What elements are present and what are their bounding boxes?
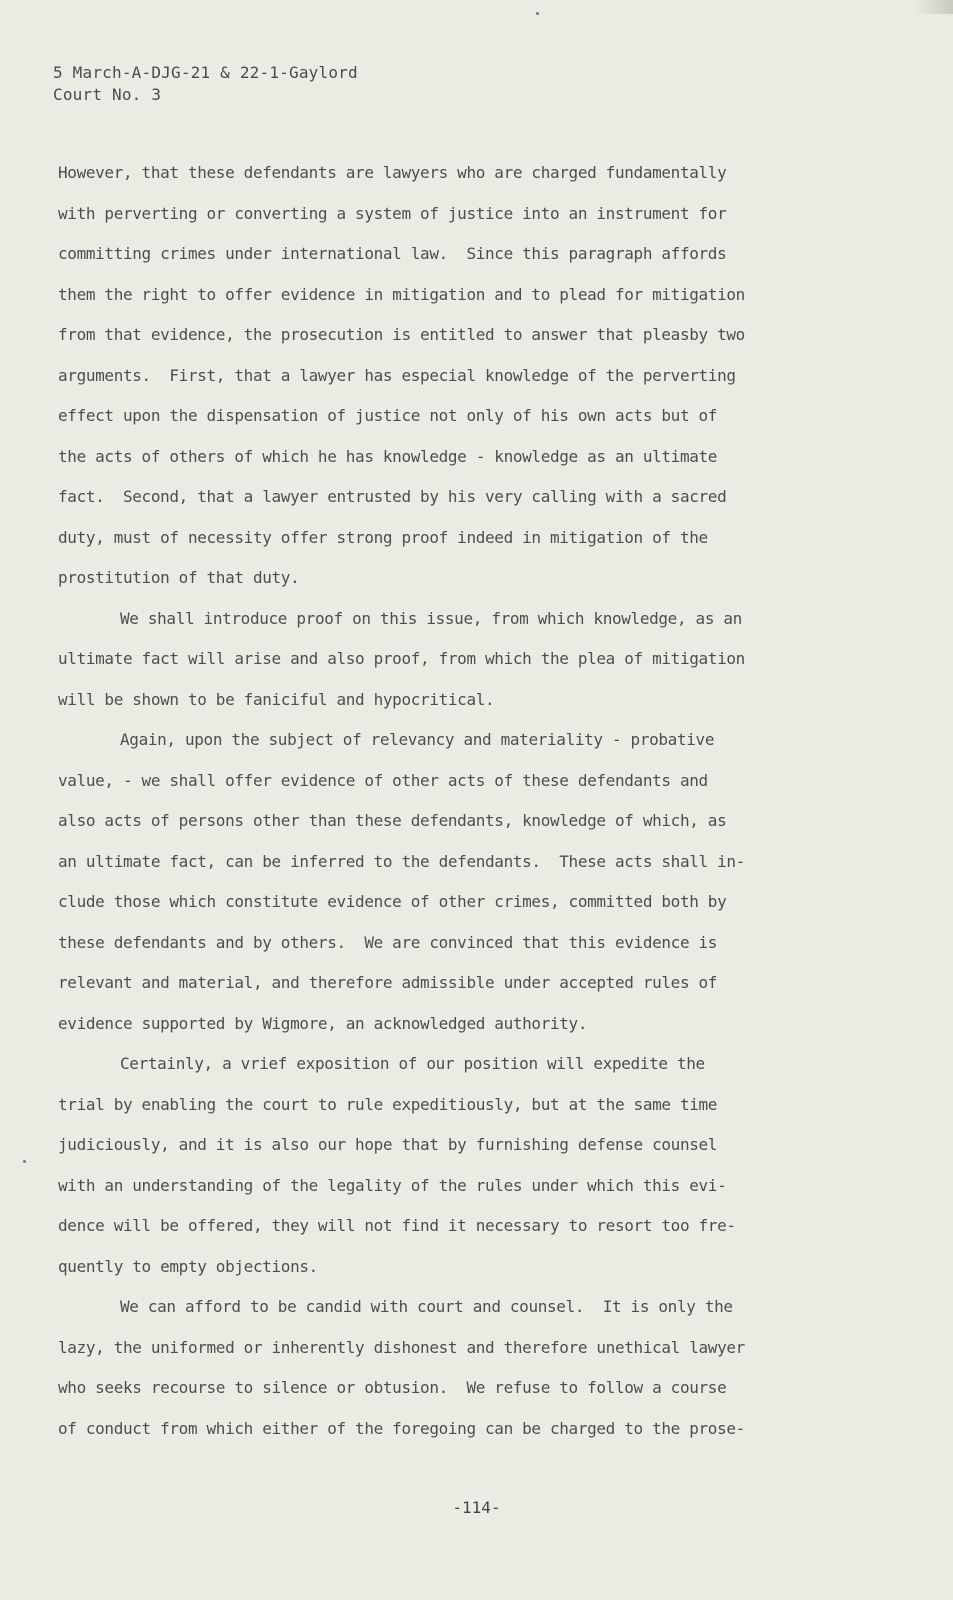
paragraph bbox=[58, 720, 828, 1044]
text-line: value, - we shall offer evidence of other acts of these defendants and bbox=[58, 770, 708, 790]
text-line: evidence supported by Wigmore, an acknowledged authority. bbox=[58, 1013, 588, 1033]
text-line: who seeks recourse to silence or obtusion. We refuse to follow a course bbox=[58, 1378, 727, 1397]
paper-speck bbox=[536, 12, 539, 15]
text-line: Again, upon the subject of relevancy and materiality - probative bbox=[120, 730, 715, 749]
text-line: committing crimes under international law. Since this paragraph affords bbox=[58, 244, 727, 263]
header-line-2: Court No. 3 bbox=[53, 85, 162, 104]
text-line: lazy, the uniformed or inherently dishonest and therefore unethical lawyer bbox=[58, 1337, 745, 1357]
text-line: quently to empty objections. bbox=[58, 1256, 318, 1276]
text-line: arguments. First, that a lawyer has especial knowledge of the perverting bbox=[58, 365, 736, 385]
text-line: with perverting or converting a system of justice into an instrument for bbox=[58, 203, 727, 223]
text-line: dence will be offered, they will not find it necessary to resort too fre- bbox=[58, 1216, 736, 1235]
text-line: will be shown to be faniciful and hypocritical. bbox=[58, 689, 495, 709]
text-line: trial by enabling the court to rule expeditiously, but at the same time bbox=[58, 1094, 718, 1114]
document-header bbox=[53, 62, 358, 106]
text-line: Certainly, a vrief exposition of our position will expedite the bbox=[120, 1054, 705, 1073]
text-line: However, that these defendants are lawyers who are charged fundamentally bbox=[58, 163, 727, 182]
paragraph bbox=[58, 153, 828, 599]
text-line: them the right to offer evidence in mitigation and to plead for mitigation bbox=[58, 284, 745, 304]
text-line: judiciously, and it is also our hope that by furnishing defense counsel bbox=[58, 1135, 718, 1154]
paragraph bbox=[58, 1044, 828, 1287]
text-line: from that evidence, the prosecution is entitled to answer that pleasby two bbox=[58, 325, 745, 344]
text-line: We can afford to be candid with court and counsel. It is only the bbox=[120, 1297, 733, 1316]
paper-speck bbox=[23, 1160, 26, 1163]
text-line: fact. Second, that a lawyer entrusted by his very calling with a sacred bbox=[58, 487, 727, 506]
paper-corner-wear bbox=[913, 0, 953, 14]
paragraph bbox=[58, 1287, 828, 1449]
text-line: the acts of others of which he has knowledge - knowledge as an ultimate bbox=[58, 446, 718, 466]
text-line: prostitution of that duty. bbox=[58, 568, 300, 587]
text-line: effect upon the dispensation of justice not only of his own acts but of bbox=[58, 406, 718, 425]
text-line: these defendants and by others. We are convinced that this evidence is bbox=[58, 932, 718, 952]
text-line: clude those which constitute evidence of other crimes, committed both by bbox=[58, 892, 727, 911]
header-line-1: 5 March-A-DJG-21 & 22-1-Gaylord bbox=[53, 63, 358, 82]
paragraph bbox=[58, 599, 828, 721]
text-line: We shall introduce proof on this issue, from which knowledge, as an bbox=[120, 608, 742, 628]
document-body bbox=[58, 153, 828, 1449]
text-line: ultimate fact will arise and also proof, from which the plea of mitigation bbox=[58, 649, 745, 668]
text-line: duty, must of necessity offer strong proof indeed in mitigation of the bbox=[58, 527, 708, 547]
text-line: of conduct from which either of the foregoing can be charged to the prose- bbox=[58, 1418, 745, 1438]
text-line: relevant and material, and therefore admissible under accepted rules of bbox=[58, 973, 718, 992]
text-line: with an understanding of the legality of the rules under which this evi- bbox=[58, 1175, 727, 1195]
page-number: -114- bbox=[452, 1498, 501, 1517]
text-line: also acts of persons other than these defendants, knowledge of which, as bbox=[58, 811, 727, 830]
text-line: an ultimate fact, can be inferred to the defendants. These acts shall in- bbox=[58, 851, 745, 871]
